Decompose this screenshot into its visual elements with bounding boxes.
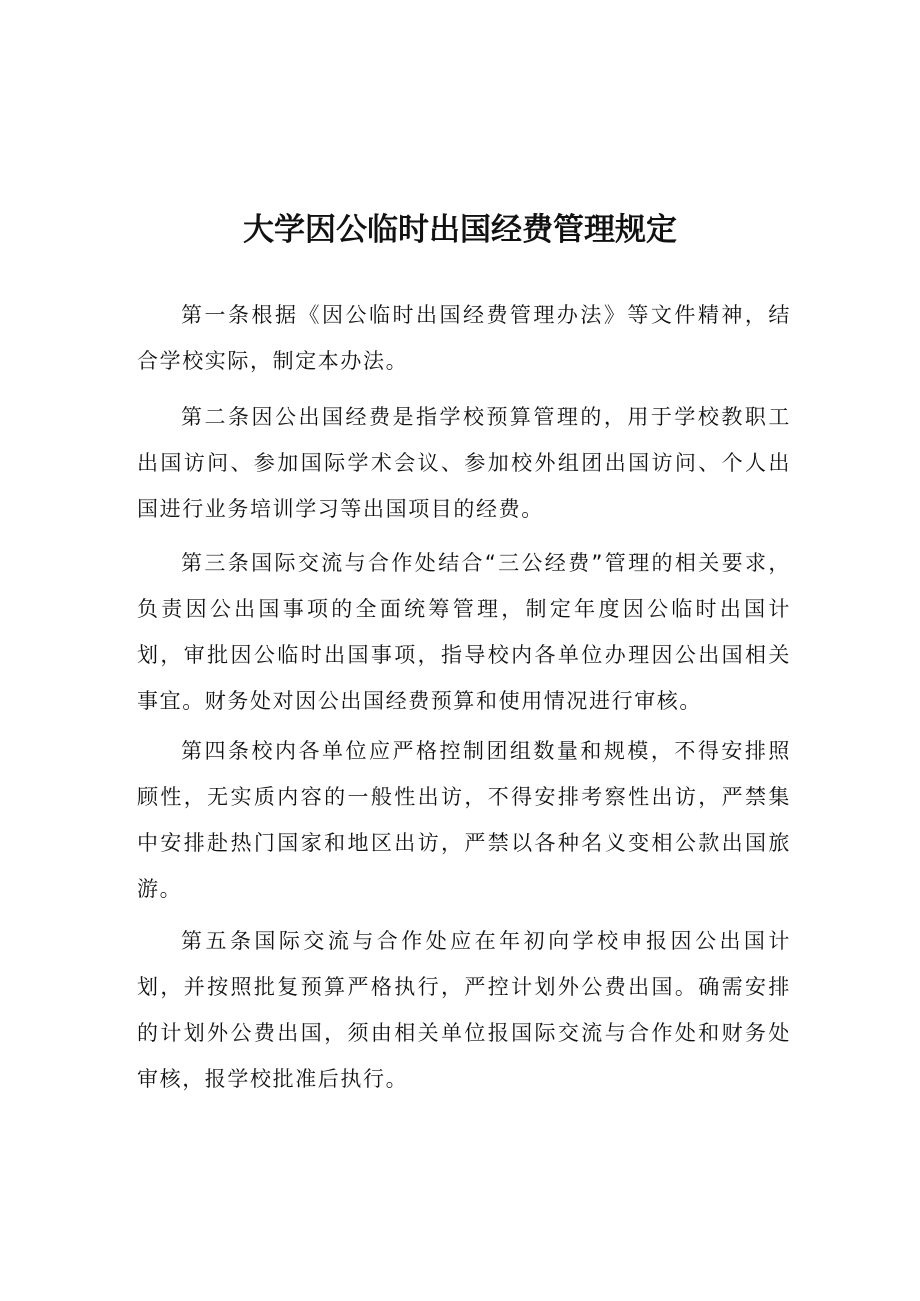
article-2: 第二条因公出国经费是指学校预算管理的，用于学校教职工出国访问、参加国际学术会议、参加校外组团出国访问、个人出国进行业务培训学习等出国项目的经费。 xyxy=(137,405,791,521)
article-5: 第五条国际交流与合作处应在年初向学校申报因公出国计划，并按照批复预算严格执行，严控计划外公费出国。确需安排的计划外公费出国，须由相关单位报国际交流与合作处和财务处审核，报学校批准后执行。 xyxy=(137,929,791,1091)
article-3: 第三条国际交流与合作处结合“三公经费”管理的相关要求，负责因公出国事项的全面统筹管理，制定年度因公临时出国计划，审批因公临时出国事项，指导校内各单位办理因公出国相关事宜。财务处对因公出国经费预算和使用情况进行审核。 xyxy=(137,551,791,713)
document-title: 大学因公临时出国经费管理规定 xyxy=(243,212,677,248)
article-4: 第四条校内各单位应严格控制团组数量和规模，不得安排照顾性，无实质内容的一般性出访，不得安排考察性出访，严禁集中安排赴热门国家和地区出访，严禁以各种名义变相公款出国旅游。 xyxy=(137,739,791,901)
article-1: 第一条根据《因公临时出国经费管理办法》等文件精神，结合学校实际，制定本办法。 xyxy=(137,303,791,373)
